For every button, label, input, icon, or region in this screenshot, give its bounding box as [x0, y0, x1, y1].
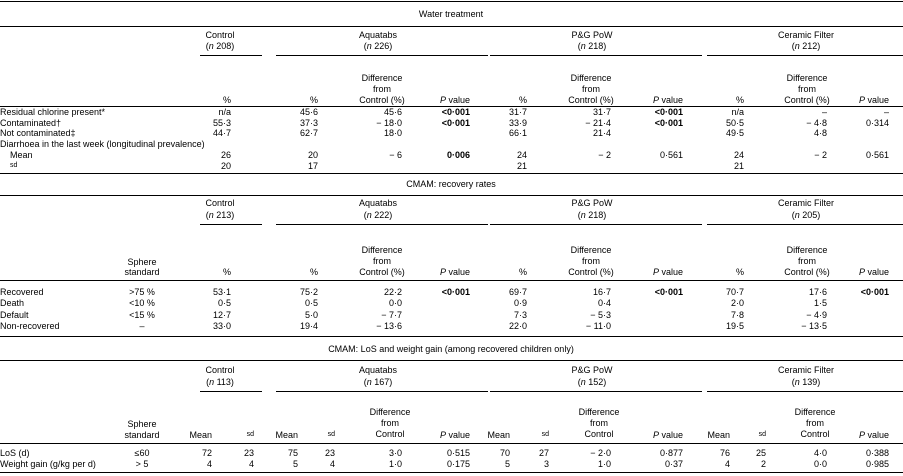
cell-ad: − 13·6 — [376, 321, 402, 331]
cell-pm: 70 — [499, 448, 510, 458]
cell-ps: 3 — [543, 459, 549, 469]
mean-header: Mean — [487, 430, 510, 440]
p-value-header — [859, 268, 889, 277]
cell-cm: 4 — [206, 459, 212, 469]
group-rule — [276, 224, 488, 225]
cell-ad: 22·2 — [383, 287, 402, 297]
sd-header: sd — [758, 431, 766, 438]
cell-pp: 0·37 — [664, 459, 683, 469]
cell-ap: 0·515 — [446, 448, 470, 458]
diff-header: from — [798, 84, 816, 94]
cell-ap: <0·001 — [441, 107, 470, 117]
cell-pd: − 2 — [598, 150, 611, 160]
diff-header: Difference — [369, 407, 411, 417]
p-letter: P — [652, 267, 659, 277]
diff-header: Control (%) — [359, 267, 405, 277]
diff-header: from — [590, 418, 608, 428]
p-letter: P — [439, 267, 446, 277]
diff-header: from — [806, 418, 824, 428]
cell-c: 26 — [220, 150, 231, 160]
cell-cs: 4 — [248, 459, 254, 469]
cell-fd: – — [821, 107, 827, 117]
cell-fp: 0·314 — [865, 118, 889, 128]
group-n: (n 205) — [791, 210, 821, 220]
row-label: Not contaminated‡ — [0, 128, 76, 138]
section-title: Water treatment — [418, 9, 484, 19]
diff-header: Control — [584, 429, 614, 439]
p-letter: P — [858, 267, 865, 277]
cell-c: 20 — [220, 161, 231, 171]
top-rule — [0, 1, 903, 2]
cell-f: 70·7 — [725, 287, 744, 297]
cell-fd: 4·8 — [813, 128, 827, 138]
sphere-header: standard — [124, 430, 160, 440]
p-value-header — [440, 96, 470, 105]
p-letter: P — [652, 95, 659, 105]
cell-p: 33·9 — [508, 118, 527, 128]
p-letter: P — [439, 430, 446, 440]
pct-header: % — [518, 267, 527, 277]
cell-a: 19·4 — [299, 321, 318, 331]
section-rule — [0, 173, 903, 174]
cell-fd: 1·5 — [813, 298, 827, 308]
group-rule — [200, 391, 262, 392]
header-rule — [0, 280, 903, 281]
cell-sphere: >75 % — [129, 287, 155, 297]
row-label: Contaminated† — [0, 118, 62, 128]
diff-header: Difference — [361, 245, 403, 255]
cell-as: 4 — [329, 459, 335, 469]
cell-a: 20 — [307, 150, 318, 160]
group-name: Ceramic Filter — [777, 365, 835, 375]
cell-pd: − 2·0 — [590, 448, 611, 458]
row-label: Death — [0, 298, 25, 308]
group-n: (n 208) — [205, 41, 235, 51]
diff-header: Difference — [361, 73, 403, 83]
group-rule — [276, 391, 488, 392]
cell-fd: − 13·5 — [801, 321, 827, 331]
diff-header: from — [582, 256, 600, 266]
pct-header: % — [735, 95, 744, 105]
value-word: value — [445, 95, 470, 105]
diff-header: from — [798, 256, 816, 266]
diff-header: from — [373, 84, 391, 94]
cell-pp: 0·877 — [659, 448, 683, 458]
cell-a: 45·6 — [299, 107, 318, 117]
cell-pd: − 21·4 — [585, 118, 611, 128]
bottom-rule — [0, 472, 903, 473]
pct-header: % — [309, 95, 318, 105]
group-name: Aquatabs — [358, 198, 398, 208]
cell-pm: 5 — [504, 459, 510, 469]
cell-p: 0·9 — [513, 298, 527, 308]
cell-fd: − 4·9 — [806, 310, 827, 320]
group-rule — [707, 224, 903, 225]
diff-header: Difference — [570, 245, 612, 255]
pct-header: % — [735, 267, 744, 277]
cell-fd: − 4·8 — [806, 118, 827, 128]
value-word: value — [864, 267, 889, 277]
cell-f: 2·0 — [730, 298, 744, 308]
cell-pd: 21·4 — [592, 128, 611, 138]
cell-ad: 18·0 — [383, 128, 402, 138]
cell-c: 53·1 — [212, 287, 231, 297]
p-value-header — [653, 96, 683, 105]
cell-fs: 25 — [755, 448, 766, 458]
cell-ad: 0·0 — [388, 298, 402, 308]
diff-header: Difference — [578, 407, 620, 417]
cell-pp: <0·001 — [654, 287, 683, 297]
group-n: (n 167) — [363, 377, 393, 387]
cell-am: 5 — [292, 459, 298, 469]
group-name: Control — [205, 365, 235, 375]
group-name: P&G PoW — [571, 198, 613, 208]
cell-fp: 0·561 — [865, 150, 889, 160]
cell-pd: 16·7 — [592, 287, 611, 297]
cell-a: 5·0 — [304, 310, 318, 320]
cell-p: 7·3 — [513, 310, 527, 320]
cell-p: 21 — [516, 161, 527, 171]
cell-f: 24 — [733, 150, 744, 160]
pct-header: % — [309, 267, 318, 277]
group-rule — [490, 55, 702, 56]
cell-fs: 2 — [760, 459, 766, 469]
group-name: Ceramic Filter — [777, 30, 835, 40]
cell-a: 17 — [307, 161, 318, 171]
mean-header: Mean — [189, 430, 212, 440]
p-letter: P — [858, 95, 865, 105]
cell-p: 66·1 — [508, 128, 527, 138]
group-name: Control — [205, 30, 235, 40]
cell-ad: 3·0 — [388, 448, 402, 458]
group-name: Aquatabs — [358, 365, 398, 375]
cell-sphere: <10 % — [129, 298, 155, 308]
diff-header: Control (%) — [568, 95, 614, 105]
cell-cm: 72 — [201, 448, 212, 458]
cell-fm: 4 — [724, 459, 730, 469]
row-label: LoS (d) — [0, 448, 30, 458]
group-n: (n 218) — [577, 41, 607, 51]
cell-fp: <0·001 — [860, 287, 889, 297]
group-name: P&G PoW — [571, 365, 613, 375]
p-value-header — [859, 96, 889, 105]
value-word: value — [864, 95, 889, 105]
mean-header: Mean — [275, 430, 298, 440]
section-rule — [0, 360, 903, 361]
sd-header: sd — [541, 431, 549, 438]
cell-fp: 0·388 — [865, 448, 889, 458]
diff-header: Control (%) — [568, 267, 614, 277]
cell-a: 75·2 — [299, 287, 318, 297]
cell-a: 37·3 — [299, 118, 318, 128]
cell-sphere: ≤60 — [134, 448, 150, 458]
cell-pp: <0·001 — [654, 107, 683, 117]
cell-pd: 0·4 — [597, 298, 611, 308]
p-value-header — [440, 268, 470, 277]
diff-header: Control — [375, 429, 405, 439]
diff-header: from — [373, 256, 391, 266]
group-n: (n 222) — [363, 210, 393, 220]
sphere-header: Sphere — [127, 419, 157, 429]
cell-a: 62·7 — [299, 128, 318, 138]
p-value-header — [440, 431, 470, 440]
group-n: (n 139) — [791, 377, 821, 387]
section-rule — [0, 26, 903, 27]
cell-sphere: – — [139, 321, 145, 331]
p-letter: P — [439, 95, 446, 105]
cell-as: 23 — [324, 448, 335, 458]
group-rule — [490, 224, 702, 225]
p-letter: P — [652, 430, 659, 440]
pct-header: % — [222, 267, 231, 277]
group-rule — [707, 391, 903, 392]
header-rule — [0, 443, 903, 444]
cell-p: 31·7 — [508, 107, 527, 117]
diff-header: Control — [800, 429, 830, 439]
pct-header: % — [518, 95, 527, 105]
row-label: Weight gain (g/kg per d) — [0, 459, 96, 469]
cell-ad: − 7·7 — [381, 310, 402, 320]
cell-fd: 17·6 — [808, 287, 827, 297]
section-rule — [0, 336, 903, 337]
cell-cs: 23 — [243, 448, 254, 458]
cell-ps: 27 — [538, 448, 549, 458]
value-word: value — [864, 430, 889, 440]
cell-pp: <0·001 — [654, 118, 683, 128]
group-n: (n 113) — [206, 377, 234, 387]
sd-header: sd — [246, 431, 254, 438]
cell-f: 21 — [733, 161, 744, 171]
cell-ad: 1·0 — [388, 459, 402, 469]
value-word: value — [658, 430, 683, 440]
cell-ap: 0·006 — [446, 150, 470, 160]
cell-pd: 1·0 — [597, 459, 611, 469]
p-value-header — [859, 431, 889, 440]
cell-c: n/a — [218, 107, 231, 117]
cell-c: 44·7 — [212, 128, 231, 138]
cell-c: 33·0 — [212, 321, 231, 331]
group-rule — [276, 55, 488, 56]
cell-ad: − 6 — [389, 150, 402, 160]
cell-ap: <0·001 — [441, 287, 470, 297]
row-label: Mean — [10, 150, 33, 160]
cell-f: 7·8 — [730, 310, 744, 320]
section-title: CMAM: recovery rates — [406, 179, 496, 189]
diff-header: Difference — [786, 73, 828, 83]
diff-header: from — [381, 418, 399, 428]
cell-f: 19·5 — [725, 321, 744, 331]
value-word: value — [658, 267, 683, 277]
cell-ap: <0·001 — [441, 118, 470, 128]
diff-header: from — [582, 84, 600, 94]
cell-p: 24 — [516, 150, 527, 160]
row-label: Diarrhoea in the last week (longitudinal prevalence) — [0, 139, 205, 149]
diff-header: Control (%) — [784, 267, 830, 277]
cell-sphere: <15 % — [129, 310, 155, 320]
group-rule — [200, 55, 262, 56]
cell-pd: − 5·3 — [590, 310, 611, 320]
cell-f: 50·5 — [725, 118, 744, 128]
p-value-header — [653, 431, 683, 440]
row-label: sd — [10, 162, 18, 169]
cell-ap: 0·175 — [446, 459, 470, 469]
cell-fd: 4·0 — [813, 448, 827, 458]
group-rule — [707, 55, 903, 56]
group-n: (n 218) — [577, 210, 607, 220]
row-label: Non-recovered — [0, 321, 60, 331]
cell-ad: 45·6 — [383, 107, 402, 117]
diff-header: Difference — [794, 407, 836, 417]
sd-header: sd — [327, 431, 335, 438]
p-value-header — [653, 268, 683, 277]
value-word: value — [658, 95, 683, 105]
cell-a: 0·5 — [304, 298, 318, 308]
cell-ad: − 18·0 — [376, 118, 402, 128]
group-name: Aquatabs — [358, 30, 398, 40]
cell-p: 69·7 — [508, 287, 527, 297]
diff-header: Difference — [570, 73, 612, 83]
cell-f: 49·5 — [725, 128, 744, 138]
diff-header: Control (%) — [359, 95, 405, 105]
cell-c: 55·3 — [212, 118, 231, 128]
p-letter: P — [858, 430, 865, 440]
pct-header: % — [222, 95, 231, 105]
mean-header: Mean — [707, 430, 730, 440]
row-label: Recovered — [0, 287, 44, 297]
cell-pd: − 11·0 — [585, 321, 611, 331]
group-n: (n 152) — [577, 377, 607, 387]
diff-header: Control (%) — [784, 95, 830, 105]
group-n: (n 213) — [205, 210, 235, 220]
sphere-header: Sphere — [127, 257, 157, 267]
cell-pd: 31·7 — [592, 107, 611, 117]
section-rule — [0, 195, 903, 196]
cell-fm: 76 — [719, 448, 730, 458]
sphere-header: standard — [124, 267, 160, 277]
row-label: Residual chlorine present* — [0, 107, 106, 117]
group-rule — [200, 224, 262, 225]
cell-fp: 0·985 — [865, 459, 889, 469]
group-name: Control — [205, 198, 235, 208]
cell-fd: − 2 — [814, 150, 827, 160]
diff-header: Difference — [786, 245, 828, 255]
group-rule — [490, 391, 702, 392]
cell-fp: – — [883, 107, 889, 117]
section-title: CMAM: LoS and weight gain (among recovered children only) — [328, 344, 574, 354]
group-n: (n 212) — [791, 41, 821, 51]
cell-p: 22·0 — [508, 321, 527, 331]
group-name: P&G PoW — [571, 30, 613, 40]
group-n: (n 226) — [363, 41, 393, 51]
cell-pp: 0·561 — [659, 150, 683, 160]
value-word: value — [445, 430, 470, 440]
cell-fd: 0·0 — [813, 459, 827, 469]
cell-c: 12·7 — [212, 310, 231, 320]
value-word: value — [445, 267, 470, 277]
group-name: Ceramic Filter — [777, 198, 835, 208]
cell-am: 75 — [287, 448, 298, 458]
cell-f: n/a — [731, 107, 744, 117]
row-label: Default — [0, 310, 29, 320]
cell-sphere: > 5 — [135, 459, 149, 469]
cell-c: 0·5 — [217, 298, 231, 308]
